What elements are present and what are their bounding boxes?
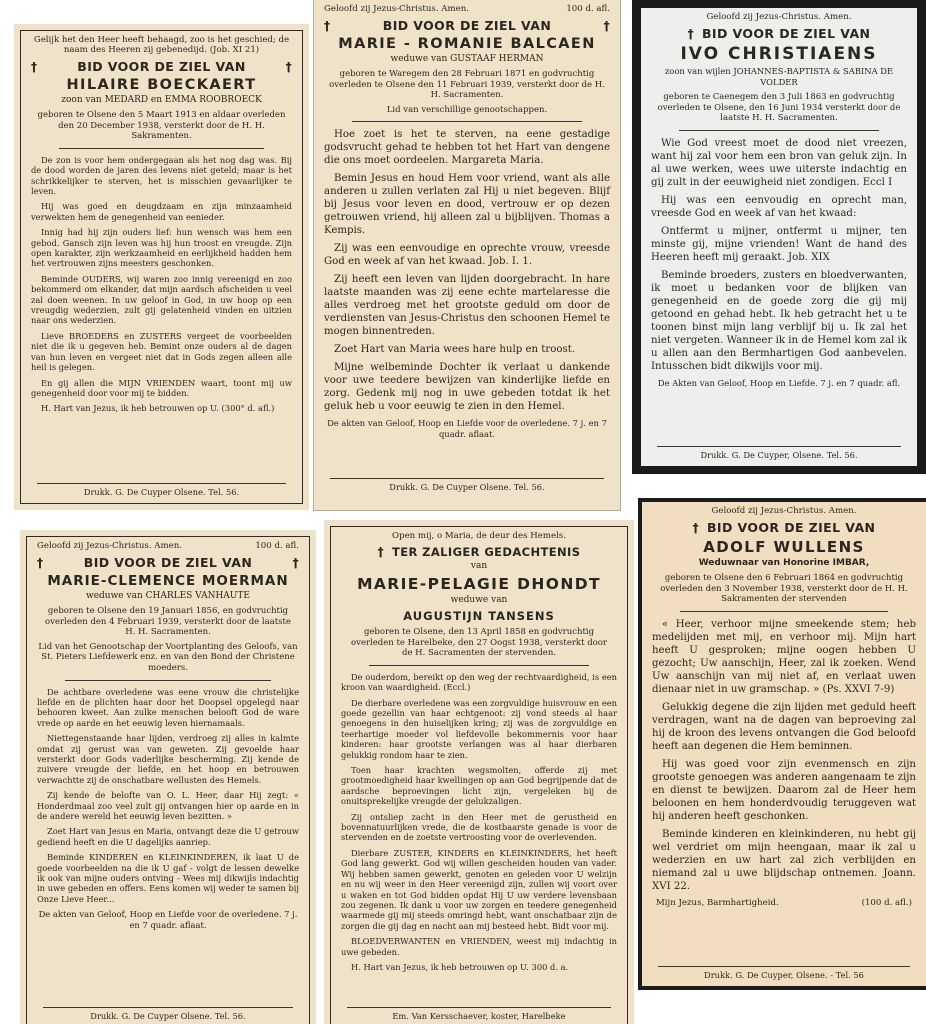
van-line: van <box>470 561 488 571</box>
printer-line: Drukk. G. De Cuyper Olsene. Tel. 56. <box>43 1007 293 1021</box>
body-paragraph: Hij was goed voor zijn evenmensch en zijn grootste genoegen was anderen aangenaam te zijn en dienst te bewijzen. Daarom zal de Heer hem beloonen en hem honderdvoudig teruggeven wat hij anderen heeft geschonken. <box>652 758 916 822</box>
body-paragraph: Zoet Hart van Maria wees hare hulp en troost. <box>334 344 576 356</box>
birth-death-text: geboren te Olsene, den 13 April 1858 en godvruchtig overleden te Harelbeke, den 27 Oogst 1938, versterkt door de H. Sacramenten der stervenden. <box>351 627 607 659</box>
relation-line: Weduwnaar van Honorine IMBAR, <box>698 558 870 568</box>
indulgence-note: 100 d. afl. <box>255 541 299 551</box>
indulgence-note: (100 d. afl.) <box>861 897 912 908</box>
card-body <box>31 155 292 414</box>
body-paragraph: Innig had hij zijn ouders lief: hun wensch was hem een gebod. Gansch zijn leven was hij hun troost en vreugde. Zijn open karakter, zijn werkzaamheid en eerlijkheid hadden hem het vertrouwen zijns meesters geschonken. <box>31 227 292 269</box>
body-paragraph: « Heer, verhoor mijne smeekende stem; heb medelijden met mij, en verhoor mij. Mijn hart heeft U gesproken; mijne oogen hebben U gezocht; Uw aanschijn, Heer, zal ik zoeken. Wend Uw aanschijn van mij niet af, en verlaat uwen dienaar niet in uw gramschap. » (Ps. XXVI 7-9) <box>652 618 916 695</box>
membership-note: Lid van verschillige genootschappen. <box>386 104 548 115</box>
card-body <box>324 128 610 413</box>
deceased-name: IVO CHRISTIAENS <box>680 44 878 64</box>
relation-line: weduwe van CHARLES VANHAUTE <box>86 591 250 601</box>
printer-line: Drukk. G. De Cuyper Olsene. Tel. 56. <box>37 483 286 497</box>
body-paragraph: Beminde OUDERS, wij waren zoo innig vereenigd en zoo bekommerd om elkander, dat mijn aardsch afscheiden u veel zal doen weenen. In uw geloof in God, in uw hoop op een vreugdig wederzien, zult gij gelatenheid vinden en uitzien naar ons wederzien. <box>31 273 292 326</box>
cross-icon: † <box>292 555 299 570</box>
body-paragraph: En gij allen die MIJN VRIENDEN waart, toont mij uw genegenheid door voor mij te bidden. <box>31 377 292 398</box>
memorial-card-marie-romanie-balcaen <box>314 0 620 510</box>
body-paragraph: Lieve BROEDERS en ZUSTERS vergeet de voorbeelden niet die ik u gegeven heb. Bemint onze ouders al de dagen van hun leven en vergeet niet dat in Gods zegen alleen alle heil is gelegen. <box>31 330 292 373</box>
memorial-card-ivo-christiaens <box>632 0 926 474</box>
deceased-name: HILAIRE BOECKAERT <box>66 77 257 93</box>
deceased-name: ADOLF WULLENS <box>703 538 865 556</box>
card-preamble: Geloofd zij Jezus-Christus. Amen. <box>711 506 857 516</box>
body-paragraph: Beminde broeders, zusters en bloedverwanten, ik moet u bedanken voor de blijken van genegenheid en de goede zorg die gij mij getoond en gehad hebt. Ik heb getracht het u te toonen binst mijn lang verblijf bij u. Ik zal het niet vergeten. Wanneer ik in de Hemel kom zal ik u allen aan den Bermhartigen God aanbevelen. Intusschen bidt dikwijls voor mij. <box>651 269 907 372</box>
body-paragraph: Zij kende de belofte van O. L. Heer, daar Hij zegt: « Honderdmaal zoo veel zult gij ontvangen hier op aarde en in de andere wereld het eeuwig leven bezitten. » <box>37 790 299 822</box>
body-paragraph: Dierbare ZUSTER, KINDERS en KLEINKINDERS, het heeft God lang gewerkt. God wij willen gescheiden houden van vader. Wij hebben samen gewerkt, genoten en geleden voor U welzijn en nu wij weer in den Heer vereenigd zijn, zullen wij voort over u waken en tot God bidden opdat Hij U uw verdere levensbaan zou zegenen. Ik dank u voor uw zorgen en teedere genegenheid waarmede gij mij steeds omringd hebt, want onschatbaar zijn de zorgen die gij dag en nacht aan mij besteed hebt. Bidt voor mij. <box>341 847 617 931</box>
deceased-name: MARIE-CLEMENCE MOERMAN <box>47 573 289 589</box>
card-heading: BID VOOR DE ZIEL VAN <box>707 520 876 535</box>
acts-of-faith-note: De Akten van Geloof, Hoop en Liefde. 7 j. en 7 quadr. afl. <box>657 377 901 388</box>
spouse-name: AUGUSTIJN TANSENS <box>403 609 555 623</box>
birth-death-text: geboren te Olsene den 6 Februari 1864 en godvruchtig overleden den 3 November 1938, versterkt door de H. H. Sakramenten der stervenden <box>660 573 908 605</box>
birth-death-text: geboren te Caenegem den 3 Juli 1863 en godvruchtig overleden te Olsene, den 16 Juni 1934 versterkt door de laatste H. H. Sacramenten. <box>657 92 901 124</box>
divider <box>59 148 264 149</box>
card-body <box>37 687 299 905</box>
cross-icon: † <box>687 26 694 41</box>
card-heading: BID VOOR DE ZIEL VAN <box>382 18 552 33</box>
body-paragraph: De ouderdom, bereikt op den weg der rechtvaardigheid, is een kroon van waardigheid. (Eccl.) <box>341 671 617 693</box>
card-body <box>341 672 617 973</box>
relation-line: weduwe van GUSTAAF HERMAN <box>390 54 544 64</box>
body-paragraph: Bemin Jesus en houd Hem voor vriend, want als alle anderen u zullen verlaten zal Hij u niet begeven. Blijf bij Jesus voor leven en dood, vertrouw er op dezen getrouwen vriend, hij alleen zal u bijblijven. Thomas a Kempis. <box>324 173 610 237</box>
body-paragraph: Niettegenstaande haar lijden, verdroeg zij alles in kalmte omdat zij gerust was van geweten. Zij gevoelde haar versterkt door Gods vaderlijke bescherming. Zij kende de zuivere vreugde der liefde, en het hoop en betrouwen verwachtte zij de onschatbare wellusten des Hemels. <box>37 733 299 785</box>
cross-icon: † <box>603 18 610 33</box>
body-paragraph: Zij was een eenvoudige en oprechte vrouw, vreesde God en week af van het kwaad. Job. I. 1. <box>324 243 610 268</box>
cross-icon: † <box>324 18 331 33</box>
cross-icon: † <box>377 545 384 559</box>
card-heading: TER ZALIGER GEDACHTENIS <box>391 545 581 559</box>
body-paragraph: Zoet Hart van Jesus en Maria, ontvangt deze die U getrouw gediend heeft en die U dagelijks aanriep. <box>37 826 299 847</box>
memorial-card-adolf-wullens <box>638 498 926 990</box>
card-heading: BID VOOR DE ZIEL VAN <box>83 555 253 570</box>
card-preamble: Gelijk het den Heer heeft behaagd, zoo is het geschied; de naam des Heeren zij gebenedijd. (Job. XI 21) <box>33 35 290 55</box>
body-paragraph: Mijne welbeminde Dochter ik verlaat u dankende voor uwe teedere bewijzen van kinderlijke liefde en zorg. Gedenk mij nog in uwe gebeden totdat ik het geluk heb u voor eeuwig te zien in den Hemel. <box>324 362 610 413</box>
card-body <box>652 618 916 893</box>
divider <box>65 680 271 681</box>
cross-icon: † <box>285 59 292 74</box>
memorial-card-hilaire-boeckaert <box>14 24 309 510</box>
cross-icon: † <box>37 555 44 570</box>
card-heading: BID VOOR DE ZIEL VAN <box>702 26 871 41</box>
printer-line: Em. Van Kersschaever, koster, Harelbeke <box>347 1007 611 1021</box>
deceased-name: MARIE-PELAGIE DHONDT <box>357 575 601 593</box>
body-paragraph: Hij was een eenvoudig en oprecht man, vreesde God en week af van het kwaad: <box>651 194 907 219</box>
closing-prayer: H. Hart van Jezus, ik heb betrouwen op U. (300° d. afl.) <box>41 403 275 414</box>
birth-death-text: geboren te Olsene den 19 Januari 1856, en godvruchtig overleden den 4 Februari 1939, versterkt door de laatste H. H. Sacramenten. <box>45 606 291 638</box>
relation-line: zoon van wijlen JOHANNES-BAPTISTA & SABINA DE VOLDER <box>664 66 894 87</box>
memorial-card-marie-clemence-moerman <box>20 530 316 1024</box>
body-paragraph: Zij heeft een leven van lijden doorgebracht. In hare laatste maanden was zij eene echte martelaresse die alles verdroeg met het grootste geduld om door de verdiensten van Jesus-Christus den schoonen Hemel te mogen binnentreden. <box>324 274 610 338</box>
body-paragraph: De achtbare overledene was eene vrouw die christelijke liefde en de plichten haar door het Doopsel opgelegd naar behooren kweet. Aan zulke menschen belooft God de ware vrede op aarde en het eeuwig leven hiernamaals. <box>37 686 299 728</box>
printer-line: Drukk. G. De Cuyper, Olsene. - Tel. 56 <box>658 966 910 980</box>
body-paragraph: Ontfermt u mijner, ontfermt u mijner, ten minste gij, mijne vrienden! Want de hand des Heeren heeft mij geraakt. Job. XIX <box>651 225 907 263</box>
body-paragraph: De dierbare overledene was een zorgvuldige huisvrouw en een goede gezellin van haar echtgenoot: zij vond steeds al haar genoegens in den huiselijken kring; zij was de zorgvuldige en teerhartige moeder vol liefdevolle bekommernis voor haar kinderen: haar grootste verlangen was al haar dierbaren gelukkig rondom haar te zien. <box>341 697 617 760</box>
acts-of-faith-note: De akten van Geloof, Hoop en Liefde voor de overledene. 7 j. en 7 quadr. aflaat. <box>327 418 607 439</box>
divider <box>352 121 582 122</box>
indulgence-note: 100 d. afl. <box>566 4 610 14</box>
birth-death-text: geboren te Waregem den 28 Februari 1871 en godvruchtig overleden te Olsene den 11 Februari 1939, versterkt door de H. H. Sacramenten. <box>329 69 605 101</box>
body-paragraph: Gelukkig degene die zijn lijden met geduld heeft verdragen, want na de dagen van beproeving zal hij de kroon des levens ontvangen die God beloofd heeft aan degenen die Hem beminnen. <box>652 701 916 752</box>
divider <box>369 665 589 666</box>
body-paragraph: Toen haar krachten wegsmolten, offerde zij met grootmoedigheid haar kwellingen op aan God begrijpende dat de aardsche beproevingen licht zijn, vergeleken bij de onuitsprekelijke vreugde der gelukzaligen. <box>341 765 617 807</box>
card-body <box>651 137 907 373</box>
membership-note: Lid van het Genootschap der Voortplanting des Geloofs, van St. Pieters Liefdewerk enz. en van den Bond der Christene moeders. <box>38 641 298 673</box>
card-preamble: Open mij, o Maria, de deur des Hemels. <box>392 531 566 541</box>
printer-line: Drukk. G. De Cuyper Olsene. Tel. 56. <box>330 478 604 492</box>
body-paragraph: Hoe zoet is het te sterven, na eene gestadige godsvrucht gehad te hebben tot het Hart van dengene die ons moet oordeelen. Margareta Maria. <box>324 129 610 167</box>
relation-line: weduwe van <box>450 595 508 605</box>
relation-line: zoon van MEDARD en EMMA ROOBROECK <box>61 95 262 105</box>
closing-prayer: Mijn Jezus, Barmhartigheid. <box>656 897 779 908</box>
body-paragraph: Zij ontsliep zacht in den Heer met de gerustheid en bovennatuurlijken vrede, die de kostbaarste genade is voor de stervenden en de zoetste vertroosting voor de overlevenden. <box>341 811 617 843</box>
divider <box>680 611 888 612</box>
card-preamble: Geloofd zij Jezus-Christus. Amen. <box>706 12 852 22</box>
body-paragraph: BLOEDVERWANTEN en VRIENDEN, weest mij indachtig in uwe gebeden. <box>341 936 617 957</box>
divider <box>679 130 879 131</box>
closing-prayer: H. Hart van Jezus, ik heb betrouwen op U. 300 d. a. <box>351 961 569 972</box>
card-preamble: Geloofd zij Jezus-Christus. Amen. <box>37 541 182 551</box>
card-preamble: Geloofd zij Jezus-Christus. Amen. <box>324 4 469 14</box>
memorial-card-marie-pelagie-dhondt <box>324 520 634 1024</box>
body-paragraph: Beminde KINDEREN en KLEINKINDEREN, ik laat U de goede voorbeelden na die ik U gaf - volgt de lessen dewelke ik ook van mijne ouders ontving - Wees mij dikwijls indachtig in uwe gebeden en offers. Eens komen wij weder te samen bij Onze Lieve Heer... <box>37 852 299 904</box>
card-heading: BID VOOR DE ZIEL VAN <box>77 59 246 74</box>
cross-icon: † <box>31 59 38 74</box>
body-paragraph: De zon is voor hem ondergegaan als het nog dag was. Bij de dood worden de jaren des levens niet geteld; maar is het schrikkelijker te sterven, het is misschien gevaarlijker te leven. <box>31 154 292 196</box>
birth-death-text: geboren te Olsene den 5 Maart 1913 en aldaar overleden den 20 December 1938, versterkt door de H. H. Sakramenten. <box>37 110 286 142</box>
cross-icon: † <box>692 520 699 535</box>
body-paragraph: Beminde kinderen en kleinkinderen, nu hebt gij wel verdriet om mijn heengaan, maar ik zal u wederzien en uw hart zal zich verblijden en niemand zal u uwe blijdschap ontnemen. Joann. XVI 22. <box>652 828 916 892</box>
deceased-name: MARIE - ROMANIE BALCAEN <box>338 36 596 52</box>
printer-line: Drukk. G. De Cuyper, Olsene. Tel. 56. <box>657 446 901 460</box>
acts-of-faith-note: De akten van Geloof, Hoop en Liefde voor de overledene. 7 j. en 7 quadr. aflaat. <box>38 909 298 930</box>
body-paragraph: Wie God vreest moet de dood niet vreezen, want hij zal voor hem een bron van geluk zijn. In al uwe werken, wees uwe uiterste indachtig en gij zult in der eeuwigheid niet zondigen. Eccl I <box>651 137 907 188</box>
body-paragraph: Hij was goed en deugdzaam en zijn minzaamheid verwekten hem de genegenheid van eenieder. <box>31 201 292 222</box>
